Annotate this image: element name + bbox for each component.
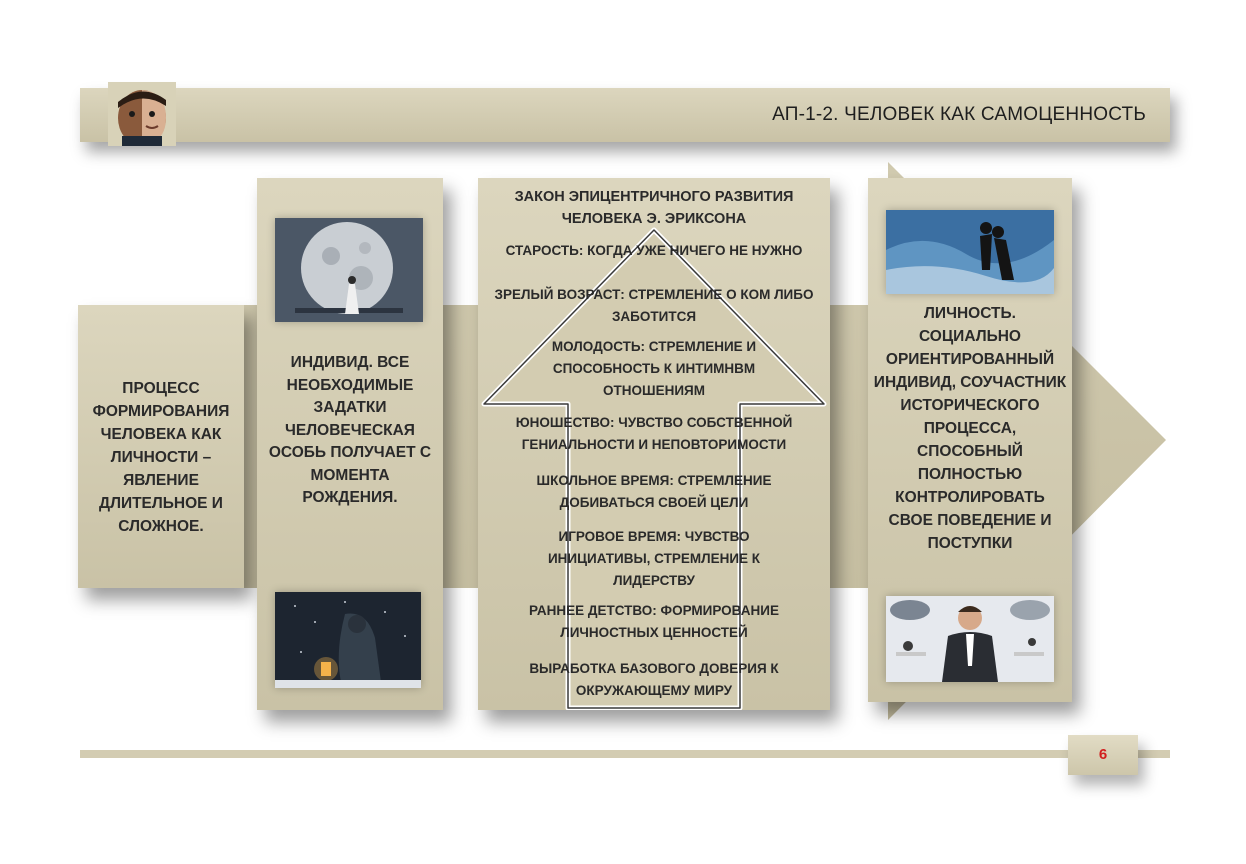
stage-item: ИГРОВОЕ ВРЕМЯ: ЧУВСТВО ИНИЦИАТИВЫ, СТРЕМЛЕНИЕ К ЛИДЕРСТВУ — [547, 529, 761, 588]
process-text: ПРОЦЕСС ФОРМИРОВАНИЯ ЧЕЛОВЕКА КАК ЛИЧНОСТИ – ЯВЛЕНИЕ ДЛИТЕЛЬНОЕ И СЛОЖНОЕ. — [92, 380, 230, 535]
stage-item: РАННЕЕ ДЕТСТВО: ФОРМИРОВАНИЕ ЛИЧНОСТНЫХ ЦЕННОСТЕЙ — [529, 603, 779, 640]
stage-item: ЮНОШЕСТВО: ЧУВСТВО СОБСТВЕННОЙ ГЕНИАЛЬНОСТИ И НЕПОВТОРИМОСТИ — [515, 415, 793, 452]
slide-title: АП-1-2. ЧЕЛОВЕК КАК САМОЦЕННОСТЬ — [772, 104, 1146, 125]
couple-photo — [886, 210, 1054, 294]
individ-panel — [257, 178, 443, 710]
erikson-panel — [478, 178, 830, 710]
process-panel — [78, 305, 244, 588]
header-bar — [80, 88, 1170, 142]
individ-text: ИНДИВИД. ВСЕ НЕОБХОДИМЫЕ ЗАДАТКИ ЧЕЛОВЕЧЕСКАЯ ОСОБЬ ПОЛУЧАЕТ С МОМЕНТА РОЖДЕНИЯ. — [268, 354, 432, 506]
businessman-photo — [886, 596, 1054, 682]
erikson-title: ЗАКОН ЭПИЦЕНТРИЧНОГО РАЗВИТИЯ ЧЕЛОВЕКА Э. ЭРИКСОНА — [514, 189, 794, 227]
stage-item: ШКОЛЬНОЕ ВРЕМЯ: СТРЕМЛЕНИЕ ДОБИВАТЬСЯ СВОЕЙ ЦЕЛИ — [536, 473, 772, 510]
stage-item: ВЫРАБОТКА БАЗОВОГО ДОВЕРИЯ К ОКРУЖАЮЩЕМУ МИРУ — [529, 661, 779, 698]
footer-rule — [80, 750, 1170, 758]
lichnost-panel — [868, 178, 1072, 702]
moon-photo — [275, 218, 423, 322]
stage-item: ЗРЕЛЫЙ ВОЗРАСТ: СТРЕМЛЕНИЕ О КОМ ЛИБО ЗАБОТИТСЯ — [494, 287, 814, 324]
page-number: 6 — [1068, 735, 1138, 775]
evolution-face-icon — [108, 82, 176, 146]
lichnost-text: ЛИЧНОСТЬ. СОЦИАЛЬНО ОРИЕНТИРОВАННЫЙ ИНДИВИД, СОУЧАСТНИК ИСТОРИЧЕСКОГО ПРОЦЕССА, СПОСОБНЫЙ ПОЛНОСТЬЮ КОНТРОЛИРОВАТЬ СВОЕ ПОВЕДЕНИЕ И ПОСТУПКИ — [873, 305, 1067, 552]
stage-item: МОЛОДОСТЬ: СТРЕМЛЕНИЕ И СПОСОБНОСТЬ К ИНТИМНВМ ОТНОШЕНИЯМ — [551, 339, 757, 398]
lantern-girl-photo — [275, 592, 421, 688]
stage-item: СТАРОСТЬ: КОГДА УЖЕ НИЧЕГО НЕ НУЖНО — [505, 243, 803, 258]
